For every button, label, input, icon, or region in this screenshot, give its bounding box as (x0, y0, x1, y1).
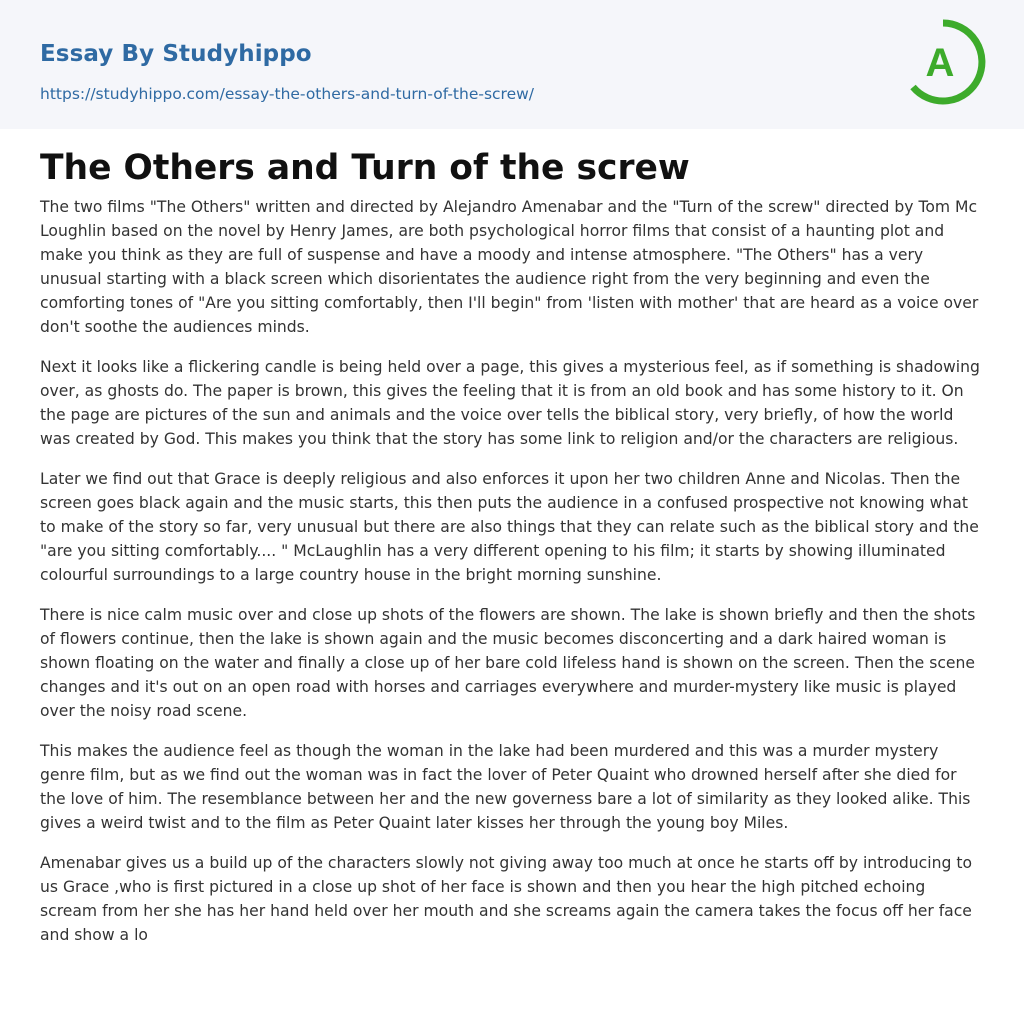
paragraph: Later we find out that Grace is deeply religious and also enforces it upon her two children Anne and Nicolas. Then the screen goes black again and the music starts, this then puts the audience in a confused prospective not knowing what to make of the story so far, very unusual but there are also things that they can relate such as the biblical story and the "are you sitting comfortably.... " McLaughlin has a very different opening to his film; it starts by showing illuminated colourful surroundings to a large country house in the bright morning sunshine. (40, 470, 979, 584)
site-brand[interactable]: Essay By Studyhippo (40, 41, 312, 67)
site-header (0, 0, 1024, 129)
logo-letter: A (925, 41, 955, 85)
studyhippo-logo-icon[interactable] (900, 19, 986, 105)
page-title: The Others and Turn of the screw (40, 148, 690, 188)
article (40, 146, 984, 963)
paragraph: There is nice calm music over and close up shots of the flowers are shown. The lake is shown briefly and then the shots of flowers continue, then the lake is shown again and the music becomes disconcerting and a dark haired woman is shown floating on the water and finally a close up of her bare cold lifeless hand is shown on the screen. Then the scene changes and it's out on an open road with horses and carriages everywhere and murder-mystery like music is played over the noisy road scene. (40, 606, 976, 720)
paragraph: The two films "The Others" written and directed by Alejandro Amenabar and the "Turn of the screw" directed by Tom Mc Loughlin based on the novel by Henry James, are both psychological horror films that consist of a haunting plot and make you think as they are full of suspense and have a moody and intense atmosphere. "The Others" has a very unusual starting with a black screen which disorientates the audience right from the very beginning and even the comforting tones of "Are you sitting comfortably, then I'll begin" from 'listen with mother' that are heard as a voice over don't soothe the audiences minds. (40, 198, 979, 336)
paragraph: This makes the audience feel as though the woman in the lake had been murdered and this was a murder mystery genre film, but as we find out the woman was in fact the lover of Peter Quaint who drowned herself after she died for the love of him. The resemblance between her and the new governess bare a lot of similarity as they looked alike. This gives a weird twist and to the film as Peter Quaint later kisses her through the young boy Miles. (40, 742, 971, 832)
essay-url-link[interactable]: https://studyhippo.com/essay-the-others-and-turn-of-the-screw/ (40, 85, 535, 103)
paragraph: Next it looks like a flickering candle is being held over a page, this gives a mysterious feel, as if something is shadowing over, as ghosts do. The paper is brown, this gives the feeling that it is from an old book and has some history to it. On the page are pictures of the sun and animals and the voice over tells the biblical story, very briefly, of how the world was created by God. This makes you think that the story has some link to religion and/or the characters are religious. (40, 358, 980, 448)
paragraph: Amenabar gives us a build up of the characters slowly not giving away too much at once he starts off by introducing to us Grace ,who is first pictured in a close up shot of her face is shown and then you hear the high pitched echoing scream from her she has her hand held over her mouth and she screams again the camera takes the focus off her face and show a lo (40, 854, 972, 944)
